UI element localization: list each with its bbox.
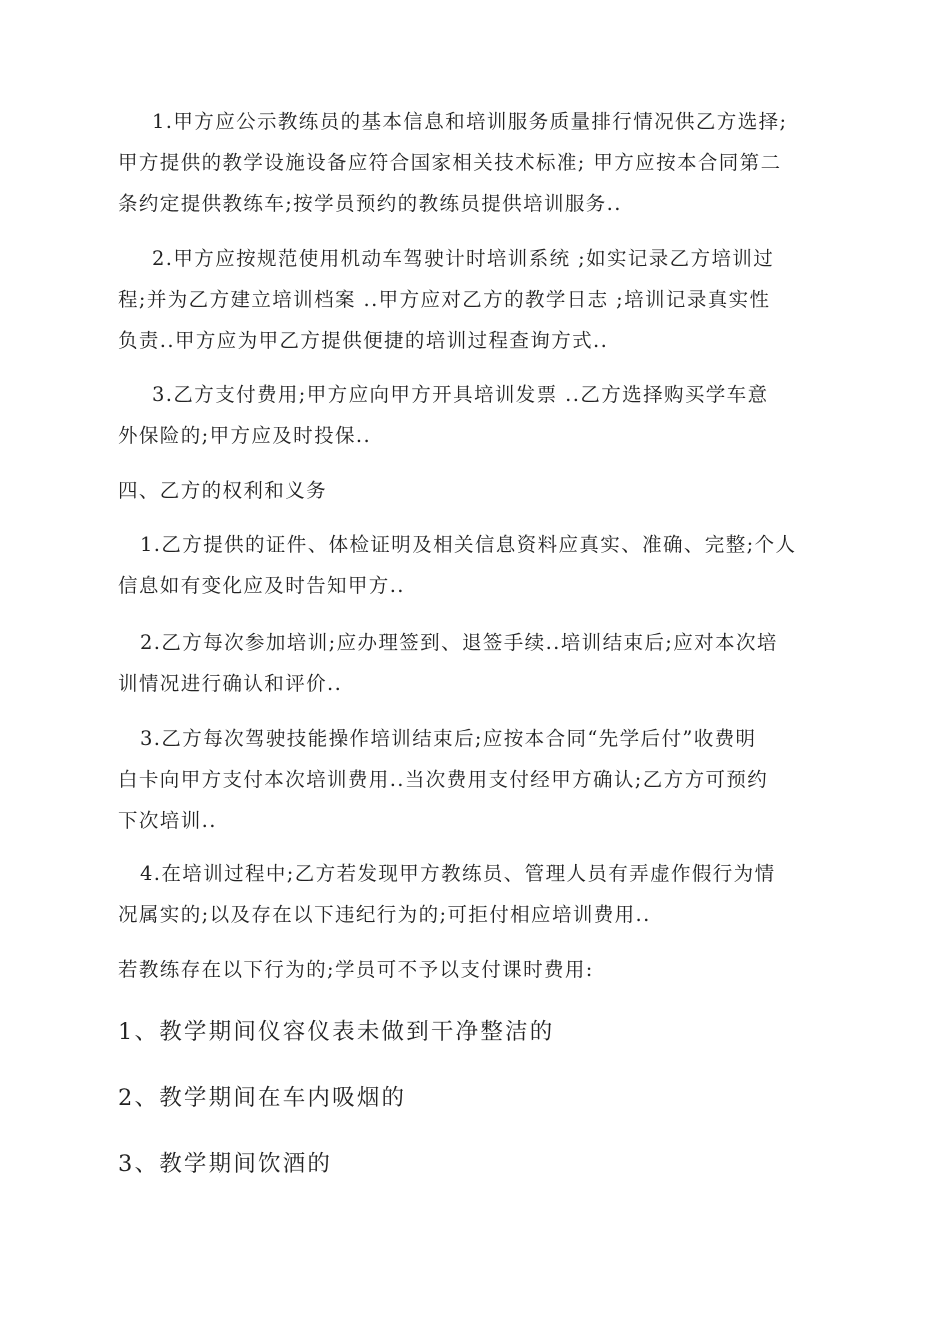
text-line: 训情况进行确认和评价.. [118,672,343,695]
text-line: 下次培训.. [118,809,217,832]
list-item: 3、教学期间饮酒的 [118,1151,333,1177]
text-line: 条约定提供教练车;按学员预约的教练员提供培训服务.. [118,192,622,215]
text-line: 信息如有变化应及时告知甲方.. [118,574,405,597]
section-title: 四、乙方的权利和义务 [118,479,328,502]
intro-paragraph [118,949,834,990]
clause-b3-paragraph [118,718,834,841]
clause-b1-paragraph [118,524,834,606]
section-heading [118,470,834,511]
clause-a2-paragraph [118,238,834,361]
text-line: 3.乙方每次驾驶技能操作培训结束后;应按本合同“先学后付”收费明 [140,727,757,750]
list-item: 2、教学期间在车内吸烟的 [118,1085,407,1111]
text-line: 程;并为乙方建立培训档案 ..甲方应对乙方的教学日志 ;培训记录真实性 [118,288,771,311]
text-line: 3.乙方支付费用;甲方应向甲方开具培训发票 ..乙方选择购买学车意 [152,383,769,406]
text-line: 白卡向甲方支付本次培训费用..当次费用支付经甲方确认;乙方方可预约 [118,768,769,791]
clause-a1-paragraph [118,101,834,224]
text-line: 1.甲方应公示教练员的基本信息和培训服务质量排行情况供乙方选择; [152,110,788,133]
text-line: 1.乙方提供的证件、体检证明及相关信息资料应真实、准确、完整;个人 [140,533,797,556]
text-line: 况属实的;以及存在以下违纪行为的;可拒付相应培训费用.. [118,903,651,926]
clause-a3-paragraph [118,374,834,456]
text-line: 2.甲方应按规范使用机动车驾驶计时培训系统 ;如实记录乙方培训过 [152,247,775,270]
list-item: 1、教学期间仪容仪表未做到干净整洁的 [118,1019,555,1045]
text-line: 外保险的;甲方应及时投保.. [118,424,372,447]
text-line: 2.乙方每次参加培训;应办理签到、退签手续..培训结束后;应对本次培 [140,631,778,654]
clause-b2-paragraph [118,622,834,704]
text-line: 负责..甲方应为甲乙方提供便捷的培训过程查询方式.. [118,329,609,352]
text-line: 若教练存在以下行为的;学员可不予以支付课时费用: [118,958,594,981]
text-line: 4.在培训过程中;乙方若发现甲方教练员、管理人员有弄虚作假行为情 [140,862,776,885]
clause-b4-paragraph [118,853,834,935]
text-line: 甲方提供的教学设施设备应符合国家相关技术标准; 甲方应按本合同第二 [118,151,782,174]
